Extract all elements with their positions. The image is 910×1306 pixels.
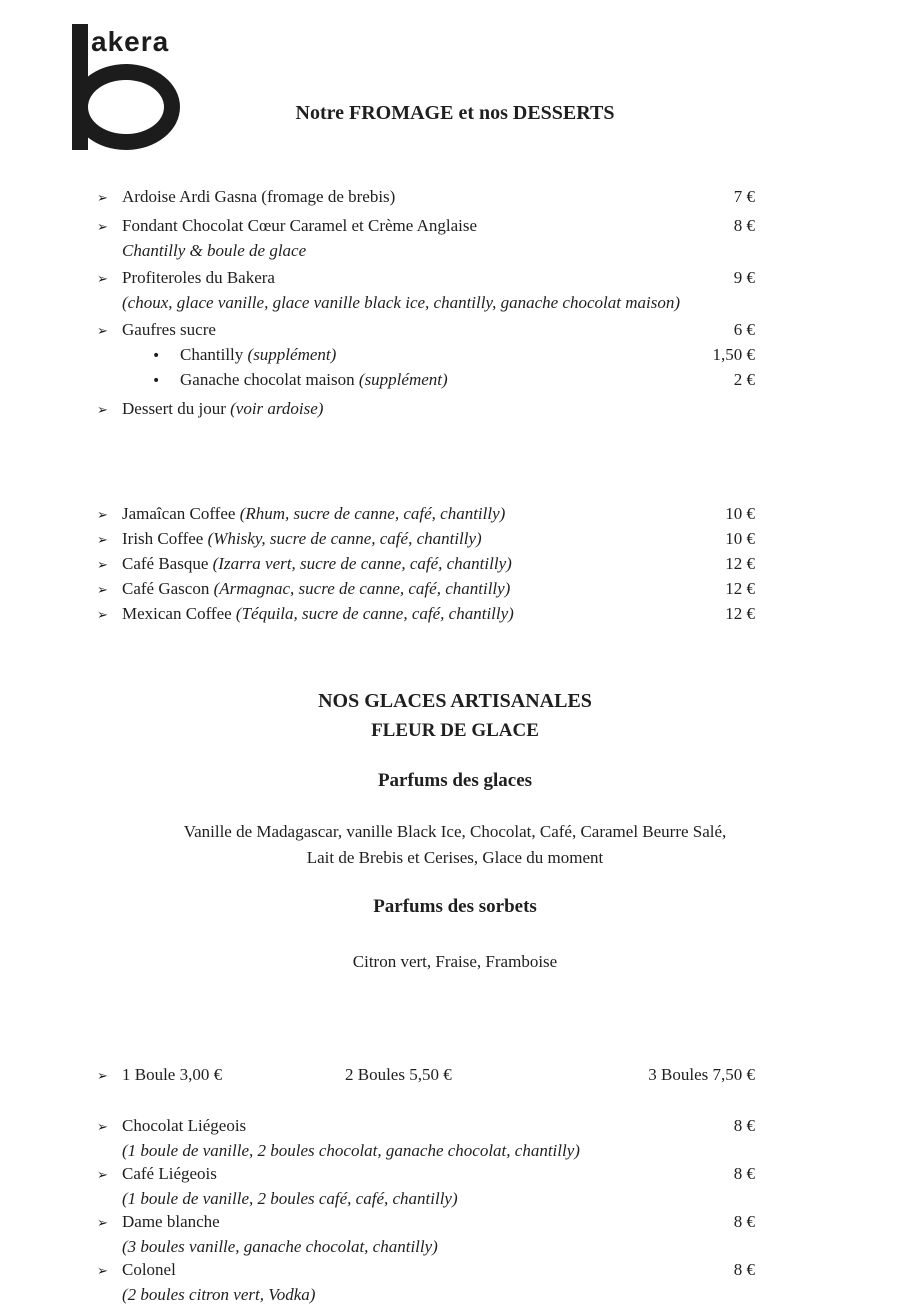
menu-item-row [97, 266, 755, 291]
item-name: Jamaîcan Coffee (Rhum, sucre de canne, café, chantilly) [122, 504, 506, 523]
item-price: 1,50 € [712, 345, 755, 364]
item-name: Ganache chocolat maison (supplément) [180, 370, 448, 389]
arrow-bullet-icon: ➢ [97, 1120, 108, 1135]
item-description: Chantilly & boule de glace [122, 241, 307, 260]
menu-item-row [97, 1210, 755, 1235]
item-note: (supplément) [354, 370, 448, 389]
item-description: (2 boules citron vert, Vodka) [122, 1285, 316, 1304]
parfums-glaces-title: Parfums des glaces [377, 770, 533, 791]
item-note: (Rhum, sucre de canne, café, chantilly) [235, 504, 506, 523]
parfums-sorbets-title: Parfums des sorbets [373, 896, 537, 917]
arrow-bullet-icon: ➢ [97, 272, 108, 287]
item-name: Dessert du jour (voir ardoise) [122, 399, 324, 418]
item-name: Chocolat Liégeois [122, 1116, 247, 1135]
parfums-sorbets-line: Citron vert, Fraise, Framboise [352, 952, 558, 971]
logo-wordmark: akera [91, 26, 170, 57]
menu-item-row [97, 397, 755, 422]
item-name: Chantilly (supplément) [180, 345, 337, 364]
item-name: Café Liégeois [122, 1164, 217, 1183]
item-description: (1 boule de vanille, 2 boules chocolat, ganache chocolat, chantilly) [122, 1141, 580, 1160]
item-price: 12 € [725, 579, 755, 598]
item-price: 12 € [725, 604, 755, 623]
item-price: 8 € [733, 1164, 755, 1183]
item-price: 8 € [733, 1212, 755, 1231]
item-note: (voir ardoise) [225, 399, 324, 418]
menu-item-row [97, 602, 755, 627]
item-description: (choux, glace vanille, glace vanille black ice, chantilly, ganache chocolat maison) [122, 293, 680, 312]
arrow-bullet-icon: ➢ [97, 583, 108, 598]
arrow-bullet-icon: ➢ [97, 1168, 108, 1183]
item-name: Irish Coffee (Whisky, sucre de canne, café, chantilly) [122, 529, 482, 548]
bakera-logo [68, 24, 186, 152]
boules-price-3: 3 Boules 7,50 € [648, 1065, 755, 1084]
item-note: (Izarra vert, sucre de canne, café, chantilly) [208, 554, 512, 573]
arrow-bullet-icon: ➢ [97, 1216, 108, 1231]
boules-price-2: 2 Boules 5,50 € [345, 1065, 452, 1084]
menu-item-row [152, 343, 755, 368]
item-note: (supplément) [243, 345, 337, 364]
menu-item-row [97, 1258, 755, 1283]
arrow-bullet-icon: ➢ [97, 558, 108, 573]
menu-item-row [97, 318, 755, 343]
boules-price-1 [97, 1063, 345, 1088]
item-price: 6 € [733, 320, 755, 339]
logo-b-bowl [72, 64, 180, 150]
item-price: 2 € [733, 370, 755, 389]
item-price: 10 € [725, 504, 755, 523]
item-description: (1 boule de vanille, 2 boules café, café, chantilly) [122, 1189, 458, 1208]
item-price: 9 € [733, 268, 755, 287]
arrow-bullet-icon: ➢ [97, 1264, 108, 1279]
menu-item-row [97, 527, 755, 552]
glaces-heading-main: NOS GLACES ARTISANALES [318, 690, 592, 712]
arrow-bullet-icon: ➢ [97, 1069, 108, 1084]
item-name: Profiteroles du Bakera [122, 268, 275, 287]
item-note: (Whisky, sucre de canne, café, chantilly) [203, 529, 482, 548]
item-name: Dame blanche [122, 1212, 220, 1231]
arrow-bullet-icon: ➢ [97, 220, 108, 235]
coffees-section [97, 502, 755, 627]
item-name: Colonel [122, 1260, 176, 1279]
menu-item-row [152, 368, 755, 393]
menu-item-row [97, 185, 755, 210]
menu-item-row [97, 552, 755, 577]
item-price: 10 € [725, 529, 755, 548]
menu-item-row [97, 1114, 755, 1139]
item-price: 8 € [733, 216, 755, 235]
menu-item-row [97, 577, 755, 602]
menu-item-row [97, 214, 755, 239]
desserts-section [97, 185, 755, 422]
arrow-bullet-icon: ➢ [97, 324, 108, 339]
item-name: Gaufres sucre [122, 320, 216, 339]
arrow-bullet-icon: ➢ [97, 403, 108, 418]
parfums-glaces-line1: Vanille de Madagascar, vanille Black Ice, Chocolat, Café, Caramel Beurre Salé, [183, 822, 727, 841]
arrow-bullet-icon: ➢ [97, 508, 108, 523]
item-name: Café Gascon (Armagnac, sucre de canne, café, chantilly) [122, 579, 511, 598]
item-price: 7 € [733, 187, 755, 206]
arrow-bullet-icon: ➢ [97, 191, 108, 206]
item-description: (3 boules vanille, ganache chocolat, chantilly) [122, 1237, 438, 1256]
dot-bullet-icon: • [152, 373, 161, 389]
coupes-section [97, 1114, 755, 1306]
item-name: Fondant Chocolat Cœur Caramel et Crème Anglaise [122, 216, 478, 235]
item-note: (Armagnac, sucre de canne, café, chantilly) [209, 579, 511, 598]
item-price: 8 € [733, 1260, 755, 1279]
item-price: 12 € [725, 554, 755, 573]
dot-bullet-icon: • [152, 348, 161, 364]
item-name: Mexican Coffee (Téquila, sucre de canne, café, chantilly) [122, 604, 514, 623]
arrow-bullet-icon: ➢ [97, 608, 108, 623]
item-name: Ardoise Ardi Gasna (fromage de brebis) [122, 187, 396, 206]
item-price: 8 € [733, 1116, 755, 1135]
menu-item-row [97, 502, 755, 527]
item-name: Café Basque (Izarra vert, sucre de canne, café, chantilly) [122, 554, 512, 573]
boules-price-1-label: 1 Boule 3,00 € [122, 1065, 223, 1084]
item-note: (Téquila, sucre de canne, café, chantilly) [231, 604, 514, 623]
boules-pricing-row [97, 1063, 755, 1088]
menu-item-row [97, 1162, 755, 1187]
glaces-heading-sub: FLEUR DE GLACE [371, 720, 539, 741]
parfums-glaces-line2: Lait de Brebis et Cerises, Glace du moment [306, 848, 604, 867]
page-title: Notre FROMAGE et nos DESSERTS [295, 102, 615, 124]
arrow-bullet-icon: ➢ [97, 533, 108, 548]
